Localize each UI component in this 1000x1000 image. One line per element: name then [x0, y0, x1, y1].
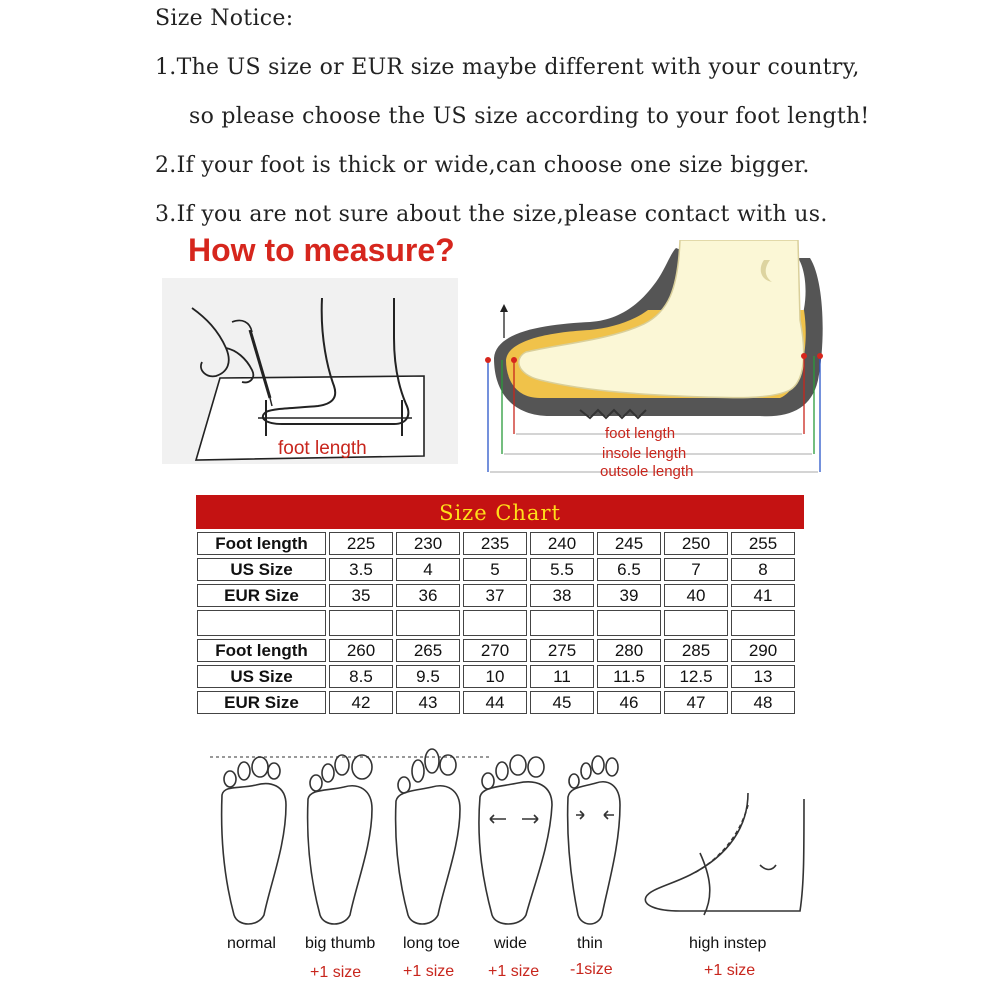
size-cell: 43	[396, 691, 460, 714]
size-cell: 37	[463, 584, 527, 607]
size-cell: 11.5	[597, 665, 661, 688]
foot-types-illustration	[200, 745, 840, 995]
size-cell: 260	[329, 639, 393, 662]
empty-cell	[664, 610, 728, 636]
size-chart-title: Size Chart	[196, 495, 804, 529]
size-row-bottom-foot-length	[197, 639, 795, 662]
size-cell: 270	[463, 639, 527, 662]
size-cell: 13	[731, 665, 795, 688]
size-row-top-foot-length	[197, 532, 795, 555]
size-cell: 275	[530, 639, 594, 662]
size-cell: 5	[463, 558, 527, 581]
shoe-foot-length-label: foot length	[605, 425, 676, 442]
size-chart-table	[194, 529, 798, 717]
shoe-outsole-length-label: outsole length	[600, 463, 694, 480]
size-row-label: US Size	[197, 558, 326, 581]
size-cell: 8.5	[329, 665, 393, 688]
size-cell: 265	[396, 639, 460, 662]
foot-type-big-thumb-label: big thumb	[305, 935, 376, 952]
size-cell: 40	[664, 584, 728, 607]
empty-cell	[597, 610, 661, 636]
size-cell: 250	[664, 532, 728, 555]
notice-line-1-continued: so please choose the US size according to your foot length!	[189, 104, 870, 129]
shoe-insole-length-label: insole length	[602, 445, 687, 462]
foot-big-thumb-drawing	[308, 755, 372, 924]
measure-foot-illustration	[162, 278, 458, 464]
foot-type-high-instep-delta: +1 size	[704, 962, 756, 979]
size-cell: 235	[463, 532, 527, 555]
size-cell: 9.5	[396, 665, 460, 688]
size-row-label: Foot length	[197, 532, 326, 555]
size-cell: 11	[530, 665, 594, 688]
size-cell: 4	[396, 558, 460, 581]
size-row-top-eur-size	[197, 584, 795, 607]
foot-type-big-thumb-delta: +1 size	[310, 964, 362, 981]
size-cell: 285	[664, 639, 728, 662]
size-cell: 44	[463, 691, 527, 714]
empty-cell	[731, 610, 795, 636]
foot-thin-drawing	[568, 756, 620, 924]
size-cell: 3.5	[329, 558, 393, 581]
foot-length-label: foot length	[278, 438, 367, 459]
size-cell: 290	[731, 639, 795, 662]
foot-type-long-toe-label: long toe	[403, 935, 460, 952]
size-row-label: US Size	[197, 665, 326, 688]
size-cell: 12.5	[664, 665, 728, 688]
notice-title: Size Notice:	[155, 6, 294, 31]
empty-cell	[396, 610, 460, 636]
foot-type-high-instep-label: high instep	[689, 935, 767, 952]
size-cell: 48	[731, 691, 795, 714]
foot-type-wide-delta: +1 size	[488, 963, 540, 980]
foot-wide-drawing	[479, 755, 552, 924]
how-to-measure-title: How to measure?	[188, 232, 455, 268]
empty-cell	[329, 610, 393, 636]
size-table-spacer-row	[197, 610, 795, 636]
size-cell: 35	[329, 584, 393, 607]
empty-cell	[463, 610, 527, 636]
size-cell: 6.5	[597, 558, 661, 581]
empty-cell	[530, 610, 594, 636]
size-cell: 46	[597, 691, 661, 714]
size-cell: 230	[396, 532, 460, 555]
foot-type-thin-label: thin	[577, 935, 603, 952]
size-cell: 47	[664, 691, 728, 714]
size-row-label: EUR Size	[197, 584, 326, 607]
size-cell: 45	[530, 691, 594, 714]
size-row-top-us-size	[197, 558, 795, 581]
foot-long-toe-drawing	[396, 749, 460, 924]
size-row-bottom-eur-size	[197, 691, 795, 714]
size-cell: 225	[329, 532, 393, 555]
foot-type-thin-delta: -1size	[570, 961, 613, 978]
notice-line-2: 2.If your foot is thick or wide,can choose one size bigger.	[155, 153, 810, 178]
foot-high-instep-drawing	[645, 793, 804, 915]
empty-cell	[197, 610, 326, 636]
size-cell: 240	[530, 532, 594, 555]
size-cell: 42	[329, 691, 393, 714]
size-cell: 10	[463, 665, 527, 688]
shoe-cross-section-illustration	[480, 240, 830, 480]
size-cell: 5.5	[530, 558, 594, 581]
notice-line-1: 1.The US size or EUR size maybe different with your country,	[155, 55, 860, 80]
foot-type-long-toe-delta: +1 size	[403, 963, 455, 980]
size-row-label: Foot length	[197, 639, 326, 662]
size-cell: 245	[597, 532, 661, 555]
foot-type-wide-label: wide	[494, 935, 527, 952]
size-cell: 255	[731, 532, 795, 555]
size-row-label: EUR Size	[197, 691, 326, 714]
foot-type-normal-label: normal	[227, 935, 276, 952]
size-cell: 8	[731, 558, 795, 581]
size-cell: 38	[530, 584, 594, 607]
size-row-bottom-us-size	[197, 665, 795, 688]
notice-line-3: 3.If you are not sure about the size,please contact with us.	[155, 202, 828, 227]
size-cell: 280	[597, 639, 661, 662]
size-cell: 39	[597, 584, 661, 607]
size-cell: 41	[731, 584, 795, 607]
size-cell: 36	[396, 584, 460, 607]
foot-normal-drawing	[222, 757, 286, 924]
size-cell: 7	[664, 558, 728, 581]
